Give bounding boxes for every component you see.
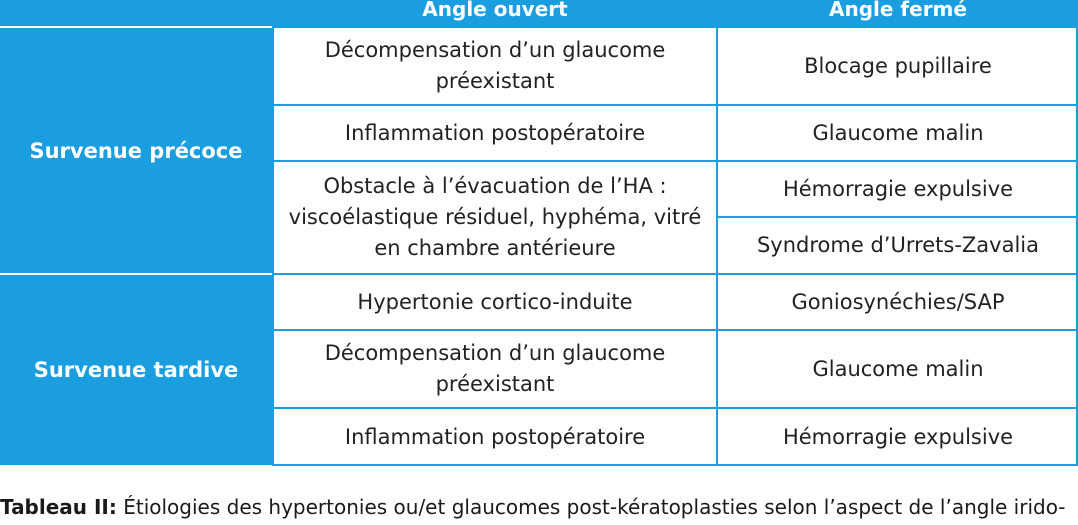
grid-line: [716, 216, 1078, 218]
open-angle-cell: Décompensation d’un glaucome préexistant: [274, 331, 716, 407]
grid-line: [272, 329, 1078, 331]
closed-angle-cell: Syndrome d’Urrets-Zavalia: [718, 218, 1078, 273]
table-caption: [0, 495, 1078, 525]
header-corner: [0, 0, 272, 26]
header-open-angle: Angle ouvert: [274, 0, 716, 26]
grid-line: [272, 104, 1078, 106]
grid-line: [272, 160, 1078, 162]
closed-angle-cell: Blocage pupillaire: [718, 28, 1078, 104]
grid-line: [272, 407, 1078, 409]
open-angle-cell: Hypertonie cortico-induite: [274, 275, 716, 329]
open-angle-cell: Obstacle à l’évacuation de l’HA : viscoélastique résiduel, hyphéma, vitré en chambre antérieure: [274, 162, 716, 273]
grid-line: [272, 464, 1078, 466]
open-angle-cell: Décompensation d’un glaucome préexistant: [274, 28, 716, 104]
closed-angle-cell: Goniosynéchies/SAP: [718, 275, 1078, 329]
header-divider: [0, 26, 272, 28]
group-label-early: Survenue précoce: [0, 28, 272, 273]
closed-angle-cell: Hémorragie expulsive: [718, 162, 1078, 216]
closed-angle-cell: Hémorragie expulsive: [718, 409, 1078, 465]
open-angle-cell: Inflammation postopératoire: [274, 106, 716, 160]
closed-angle-cell: Glaucome malin: [718, 106, 1078, 160]
grid-line: [272, 0, 274, 466]
grid-line: [272, 26, 1078, 28]
open-angle-cell: Inflammation postopératoire: [274, 409, 716, 465]
grid-line: [716, 0, 718, 466]
group-label-late: Survenue tardive: [0, 275, 272, 465]
group-divider: [0, 273, 272, 275]
header-closed-angle: Angle fermé: [718, 0, 1078, 26]
caption-label: Tableau II:: [0, 495, 117, 519]
grid-line: [272, 273, 1078, 275]
caption-text: Étiologies des hypertonies ou/et glaucomes post-kératoplasties selon l’aspect de l’angle irido-: [116, 495, 1066, 519]
closed-angle-cell: Glaucome malin: [718, 331, 1078, 407]
